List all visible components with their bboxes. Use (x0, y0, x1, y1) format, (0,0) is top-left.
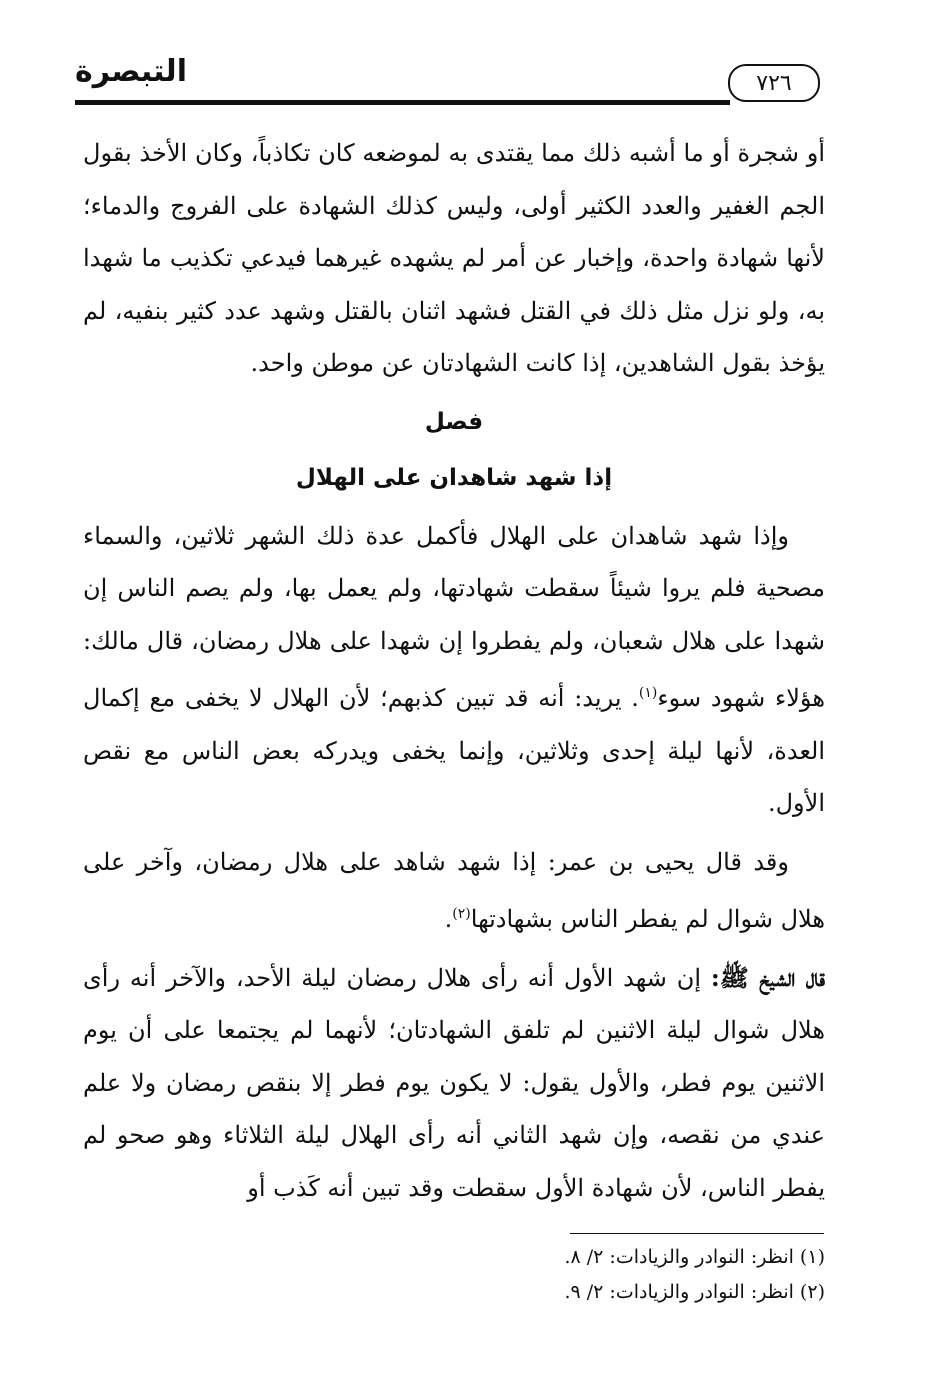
paragraph-4-body: إن شهد الأول أنه رأى هلال رمضان ليلة الأحد، والآخر أنه رأى هلال شوال ليلة الاثنين لم تلفق الشهادتان؛ لأنهما لم يجتمعا على أن يوم الاثنين يوم فطر، والأول يقول: لا يكون يوم فطر إلا بنقص رمضان ولا علم عندي من نقصه، وإن شهد الثاني أنه رأى الهلال ليلة الثلاثاء وهو صحو لم يفطر الناس، لأن شهادة الأول سقطت وقد تبين أنه كَذب أو (83, 963, 825, 1202)
footnote-separator (570, 1233, 824, 1234)
header-rule (75, 100, 730, 105)
footnote-2: (٢) انظر: النوادر والزيادات: ٢/ ٩. (564, 1281, 825, 1303)
paragraph-3-text-b: . (444, 905, 453, 933)
subheading: إذا شهد شاهدان على الهلال (295, 464, 613, 491)
paragraph-3 (83, 836, 825, 946)
page-number: ٧٢٦ (728, 64, 820, 102)
footnote-1: (١) انظر: النوادر والزيادات: ٢/ ٨. (564, 1246, 825, 1268)
paragraph-2-text-b: . يريد: أنه قد تبين كذبهم؛ لأن الهلال لا يخفى مع إكمال العدة، لأنها ليلة إحدى وثلاثين، وإنما يخفى ويدركه بعض الناس مع نقص الأول. (83, 684, 826, 817)
paragraph-4 (83, 952, 825, 1215)
footnote-ref-1: (١) (638, 685, 658, 701)
paragraph-4-lead: قال الشيخ ﷺ: (710, 962, 826, 992)
footnote-ref-2: (٢) (452, 906, 471, 922)
body-text (83, 127, 825, 1214)
footnotes (83, 1240, 825, 1310)
paragraph-1: أو شجرة أو ما أشبه ذلك مما يقتدى به لموضعه كان تكاذباً، وكان الأخذ بقول الجم الغفير والعدد الكثير أولى، وليس كذلك الشهادة على الفروج والدماء؛ لأنها شهادة واحدة، وإخبار عن أمر لم يشهده غيرهما فيدعي تكذيب ما شهدا به، ولو نزل مثل ذلك في القتل فشهد اثنان بالقتل وشهد عدد كثير بنفيه، لم يؤخذ بقول الشاهدين، إذا كانت الشهادتان عن موطن واحد. (83, 139, 825, 377)
book-title: التبصرة (75, 54, 187, 89)
paragraph-3-text-a: وقد قال يحيى بن عمر: إذا شهد شاهد على هلال رمضان، وآخر على هلال شوال لم يفطر الناس بشهادتها (83, 847, 825, 933)
section-heading: فصل (424, 408, 484, 435)
paragraph-2 (83, 510, 825, 830)
paragraph-2-text-a: وإذا شهد شاهدان على الهلال فأكمل عدة ذلك الشهر ثلاثين، والسماء مصحية فلم يروا شيئاً سقطت شهادتها، ولم يعمل بها، ولم يصم الناس إن شهدا على هلال شعبان، ولم يفطروا إن شهدا على هلال رمضان، قال مالك: هؤلاء شهود سوء (83, 521, 825, 712)
page-header (75, 48, 820, 108)
